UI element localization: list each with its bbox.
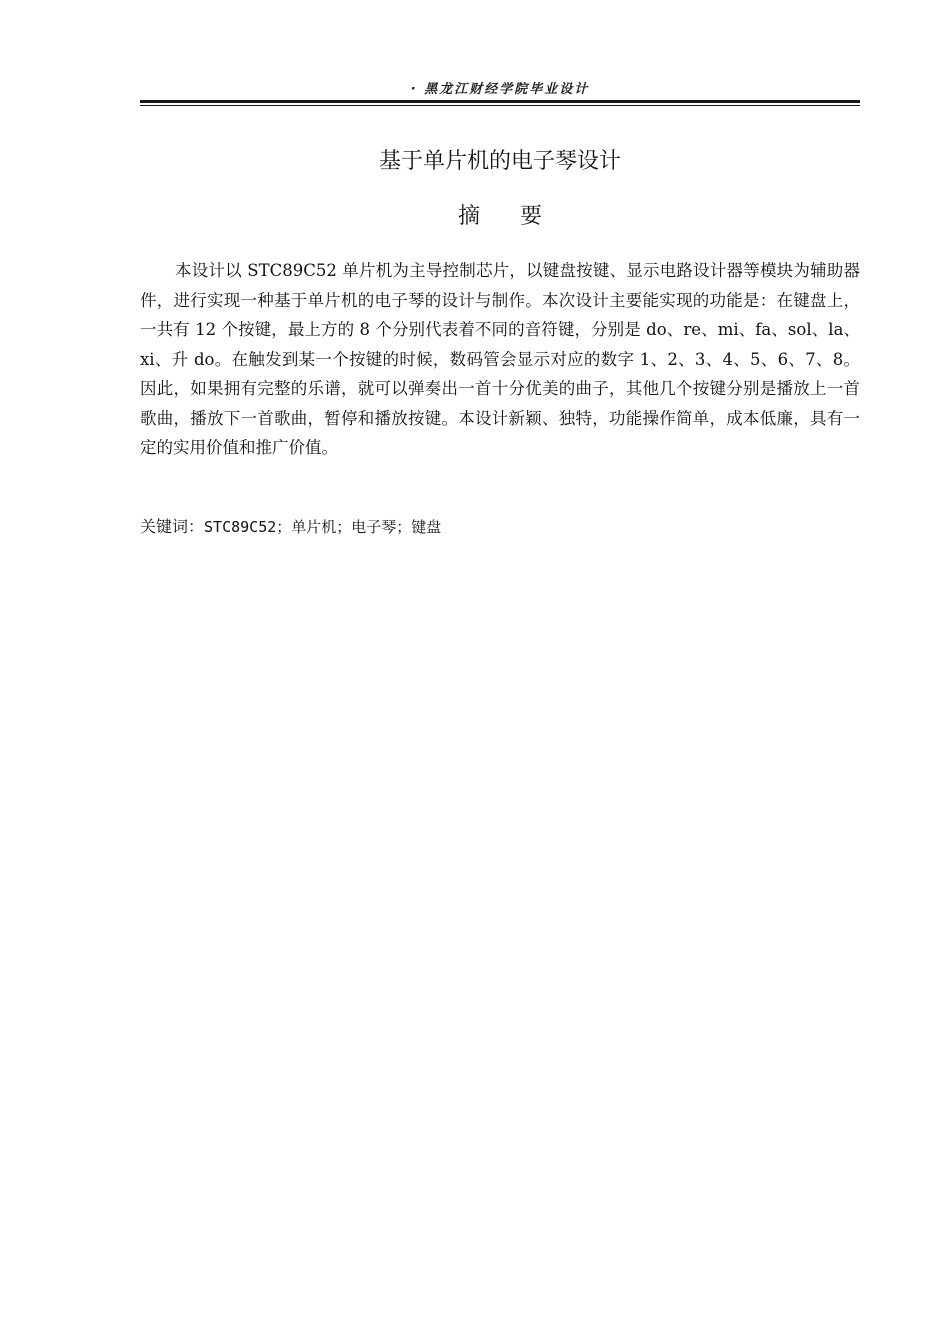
keywords-value: STC89C52；单片机；电子琴；键盘 — [204, 518, 442, 536]
keywords-label: 关键词： — [140, 517, 205, 536]
abstract-paragraph: 本设计以 STC89C52 单片机为主导控制芯片，以键盘按键、显示电路设计器等模块为辅助器件，进行实现一种基于单片机的电子琴的设计与制作。本次设计主要能实现的功能是：在键盘上，一共有 12 个按键，最上方的 8 个分别代表着不同的音符键，分别是 do、re、mi、fa、sol、la、xi、升 do。在触发到某一个按键的时候，数码管会显示对应的数字 1、2、3、4、5、6、7、8。因此，如果拥有完整的乐谱，就可以弹奏出一首十分优美的曲子，其他几个按键分别是播放上一首歌曲，播放下一首歌曲，暂停和播放按键。本设计新颖、独特，功能操作简单，成本低廉，具有一定的实用价值和推广价值。 — [140, 261, 860, 457]
header-rule-thick — [140, 100, 860, 103]
abstract-heading: 摘要 — [457, 204, 582, 229]
keywords-line — [140, 514, 860, 540]
header-rule-thin — [140, 105, 860, 106]
document-title: 基于单片机的电子琴设计 — [378, 149, 621, 174]
running-header: · 黑龙江财经学院毕业设计 — [410, 82, 590, 97]
